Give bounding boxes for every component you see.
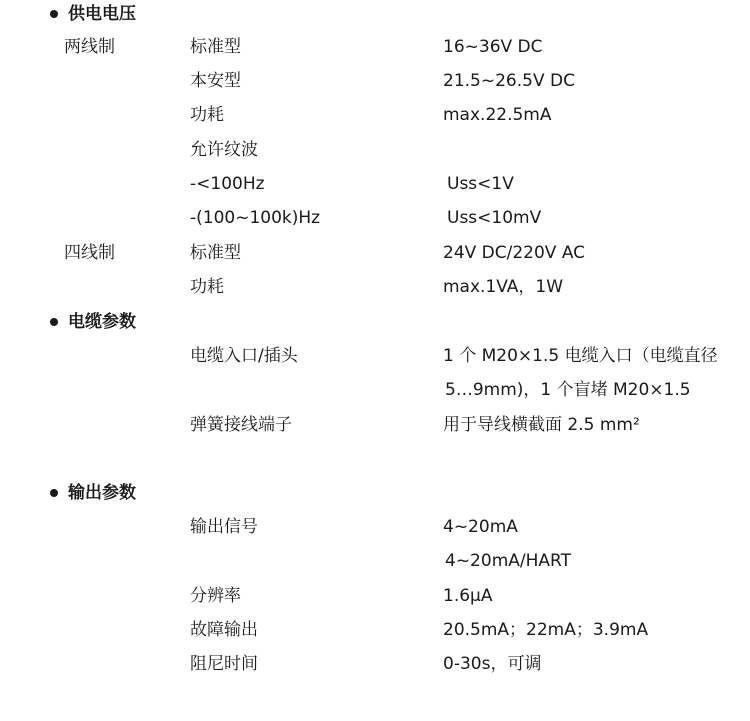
param-label: 故障输出 (190, 620, 258, 640)
group-label-four-wire: 四线制 (64, 243, 115, 263)
bullet-icon (50, 318, 58, 326)
section-heading-cable: 电缆参数 (68, 312, 136, 332)
bullet-icon (50, 10, 58, 18)
param-value: 1.6μA (443, 586, 493, 606)
param-value: max.1VA，1W (443, 277, 564, 297)
param-label: 电缆入口/插头 (190, 346, 298, 366)
param-value-continued: 5…9mm)，1 个盲堵 M20×1.5 (445, 380, 691, 400)
param-value: Uss<1V (447, 174, 514, 194)
param-label: 弹簧接线端子 (190, 415, 292, 435)
param-label: 分辨率 (190, 586, 241, 606)
param-label: 功耗 (190, 277, 224, 297)
param-label: 阻尼时间 (190, 654, 258, 674)
param-label: 允许纹波 (190, 140, 258, 160)
param-label: 本安型 (190, 71, 241, 91)
param-label: 标准型 (190, 243, 241, 263)
param-label: 输出信号 (190, 517, 258, 537)
param-label: 标准型 (190, 37, 241, 57)
param-value: 用于导线横截面 2.5 mm² (443, 415, 640, 435)
param-label: -<100Hz (190, 174, 265, 194)
param-value: 0-30s，可调 (443, 654, 542, 674)
param-value: 21.5~26.5V DC (443, 71, 575, 91)
param-value: max.22.5mA (443, 105, 552, 125)
param-value: 4~20mA (443, 517, 518, 537)
section-heading-output: 输出参数 (68, 483, 136, 503)
param-value: 16~36V DC (443, 37, 543, 57)
param-label: 功耗 (190, 105, 224, 125)
param-value: 1 个 M20×1.5 电缆入口（电缆直径 (443, 346, 718, 366)
bullet-icon (50, 489, 58, 497)
section-heading-supply: 供电电压 (68, 4, 136, 24)
param-value: 20.5mA；22mA；3.9mA (443, 620, 649, 640)
group-label-two-wire: 两线制 (64, 37, 115, 57)
param-label: -(100~100k)Hz (190, 208, 321, 228)
param-value: Uss<10mV (447, 208, 542, 228)
param-value: 24V DC/220V AC (443, 243, 586, 263)
param-value-continued: 4~20mA/HART (445, 551, 571, 571)
